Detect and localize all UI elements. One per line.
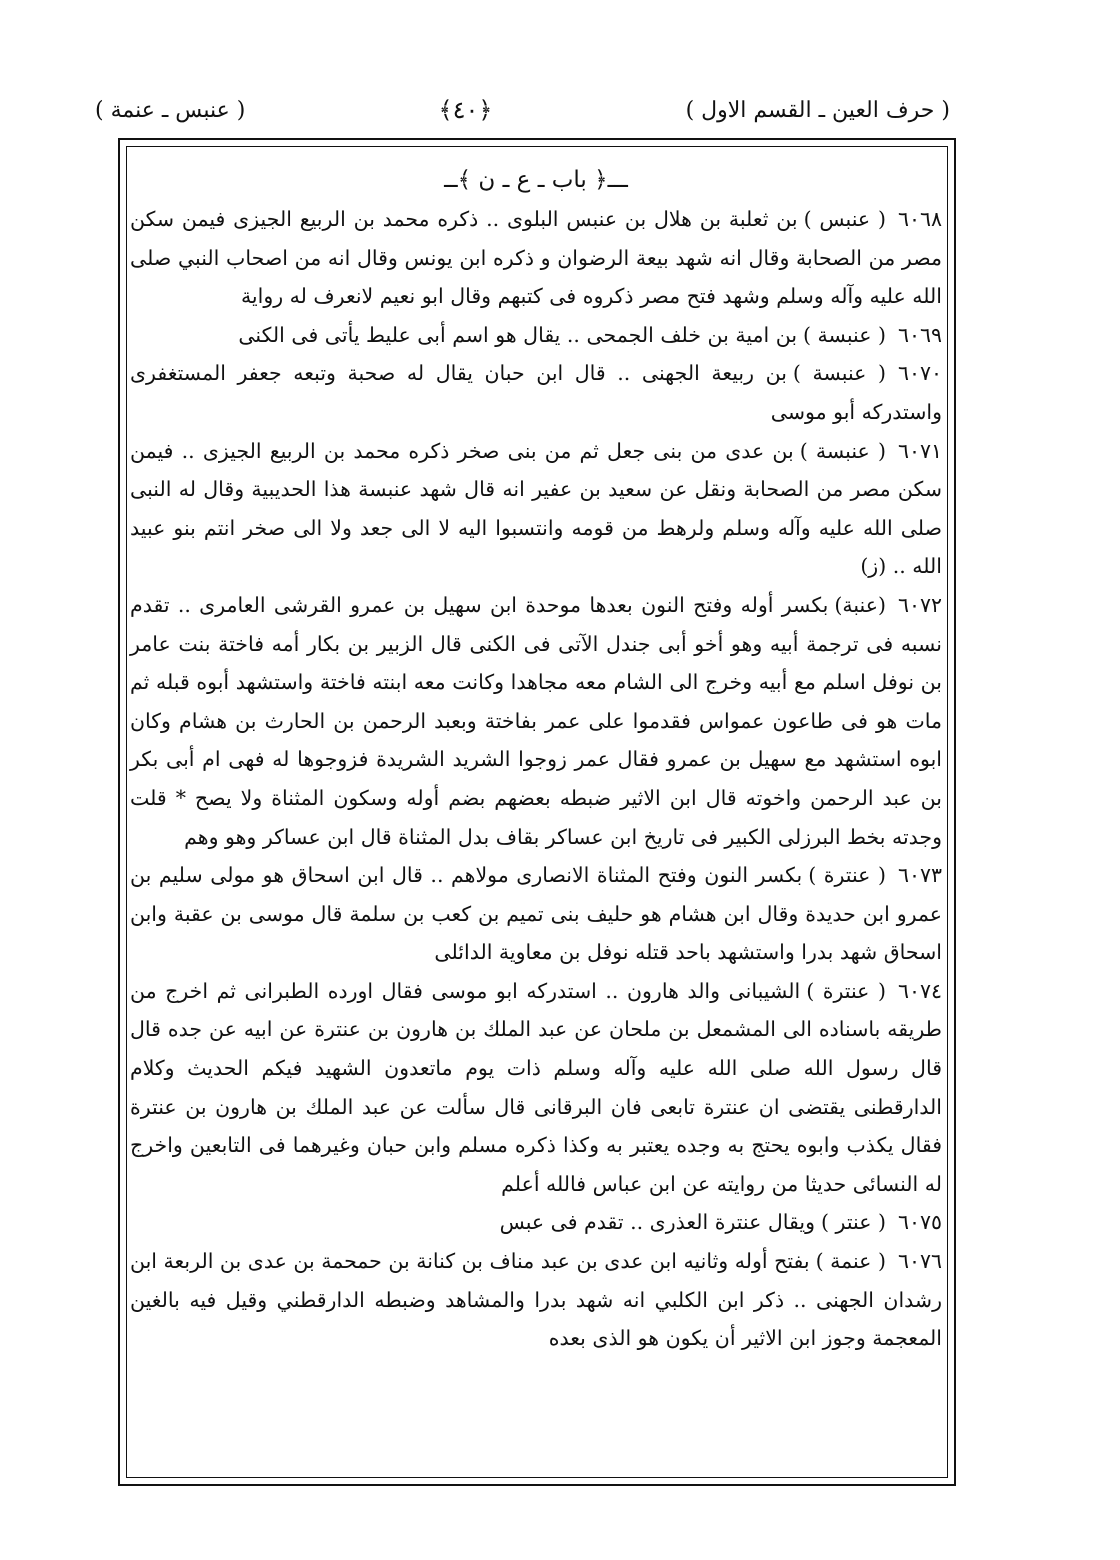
entry-number: ٦٠٧٠ [897, 361, 942, 386]
entry-6075 [130, 1203, 942, 1242]
running-head [95, 90, 950, 130]
entry-6070 [130, 354, 942, 431]
entry-text: الشيبانى والد هارون .. استدركه ابو موسى فقال اورده الطبرانى ثم اخرج من طريقه باسناده الى المشمعل بن ملحان عن عبد الملك بن هارون بن عنترة عن ابيه عن جده قال قال رسول الله صلى الله عليه وآله وسلم ذات يوم ماتعدون الشهيد فيكم الحديث وكلام الدارقطنى يقتضى ان عنترة تابعى فان البرقانى قال سألت عن عبد الملك بن هارون بن عنترة فقال يكذب وابوه يحتج به وجده يعتبر به وكذا ذكره مسلم وابن حبان وغيرهما فى التابعين واخرج له النسائى حديثا من روايته عن ابن عباس فالله أعلم [130, 978, 942, 1196]
entry-6071 [130, 432, 942, 586]
entry-headword: ( عنبسة ) [792, 361, 886, 386]
entry-headword: ( عنبس ) [803, 207, 886, 231]
text-column [130, 160, 942, 1470]
entry-headword: ( عنترة ) [808, 863, 886, 888]
entry-text: بن ثعلبة بن هلال بن عنبس البلوى .. ذكره محمد بن الربيع الجيزى فيمن سكن مصر من الصحابة وقال انه شهد بيعة الرضوان و ذكره ابن يونس وقال انه من اصحاب النبي صلى الله عليه وآله وسلم وشهد فتح مصر ذكروه فى كتبهم وقال ابو نعيم لانعرف له رواية [130, 207, 942, 309]
running-head-entries: ( عنبس ـ عنمة ) [95, 97, 246, 123]
entry-number: ٦٠٧٥ [897, 1210, 942, 1235]
entry-number: ٦٠٧٢ [897, 592, 942, 617]
entry-text: بن عدى من بنى جعل ثم من بنى صخر ذكره محمد بن الربيع الجيزى .. فيمن سكن مصر من الصحابة ونقل عن سعيد بن عفير انه قال شهد عنبسة هذا الحديبية وقال له النبى صلى الله عليه وآله وسلم ولرهط من قومه وانتسبوا اليه لا الى جعد ولا الى صخر انتم بنو عبيد الله .. (ز) [130, 438, 942, 579]
entry-number: ٦٠٦٩ [897, 322, 942, 347]
entry-6073 [130, 856, 942, 972]
entry-6074 [130, 972, 942, 1204]
entry-6068 [130, 200, 942, 316]
entry-number: ٦٠٧٣ [897, 863, 942, 888]
entry-text: بن ربيعة الجهنى .. قال ابن حبان يقال له صحبة وتبعه جعفر المستغفرى واستدركه أبو موسى [130, 361, 942, 424]
entry-text: بفتح أوله وثانيه ابن عدى بن عبد مناف بن كنانة بن حمحمة بن عدى بن الربعة ابن رشدان الجهنى .. ذكر ابن الكلبي انه شهد بدرا والمشاهد وضبطه الدارقطني وقيل فيه بالغين المعجمة وجوز ابن الاثير أن يكون هو الذى بعده [130, 1249, 942, 1351]
entry-number: ٦٠٧٤ [897, 978, 942, 1003]
entry-headword: ( عنبسة ) [803, 322, 886, 347]
entry-text: بكسر أوله وفتح النون بعدها موحدة ابن سهيل بن عمرو القرشى العامرى .. تقدم نسبه فى ترجمة أبيه وهو أخو أبى جندل الآتى فى الكنى قال الزبير بن بكار أمه فاختة بنت عامر بن نوفل اسلم مع أبيه وخرج الى الشام معه مجاهدا وكانت معه ابنته فاختة واستشهد أبوه قبله ثم مات هو فى طاعون عمواس فقدموا على عمر بفاختة وبعبد الرحمن بن الحارث بن هشام وكان ابوه استشهد مع سهيل بن عمرو فقال عمر زوجوا الشريد الشريدة فزوجوها له فهى ام أبى بكر بن عبد الرحمن واخوته قال ابن الاثير ضبطه بعضهم بضم أوله وسكون المثناة ولا يصح * قلت وجدته بخط البرزلى الكبير فى تاريخ ابن عساكر بقاف بدل المثناة قال ابن عساكر وهو وهم [130, 592, 942, 849]
entry-number: ٦٠٦٨ [897, 207, 942, 231]
page-number: ﴿٤٠﴾ [438, 96, 493, 124]
entry-headword: ( عنبسة ) [799, 438, 886, 463]
entry-6076 [130, 1242, 942, 1358]
chapter-title: ـــ﴿ باب ـ ع ـ ن ﴾ــ [444, 167, 628, 193]
entry-number: ٦٠٧١ [897, 438, 942, 463]
entry-text: بن امية بن خلف الجمحى .. يقال هو اسم أبى عليط يأتى فى الكنى [238, 322, 798, 347]
entry-headword: ( عنمة ) [815, 1249, 886, 1274]
entry-text: ويقال عنترة العذرى .. تقدم فى عبس [499, 1210, 815, 1235]
entry-headword: (عنبة) [834, 592, 886, 617]
entry-6072 [130, 586, 942, 856]
running-head-section: ( حرف العين ـ القسم الاول ) [685, 97, 950, 123]
entry-headword: ( عنتر ) [821, 1210, 886, 1235]
entry-number: ٦٠٧٦ [897, 1249, 942, 1274]
entry-text: بكسر النون وفتح المثناة الانصارى مولاهم .. قال ابن اسحاق هو مولى سليم بن عمرو ابن حديدة وقال ابن هشام هو حليف بنى تميم بن كعب بن سلمة قال موسى بن عقبة وابن اسحاق شهد بدرا واستشهد باحد قتله نوفل بن معاوية الدائلى [130, 863, 942, 965]
entry-6069 [130, 316, 942, 355]
entry-headword: ( عنترة ) [806, 978, 886, 1003]
